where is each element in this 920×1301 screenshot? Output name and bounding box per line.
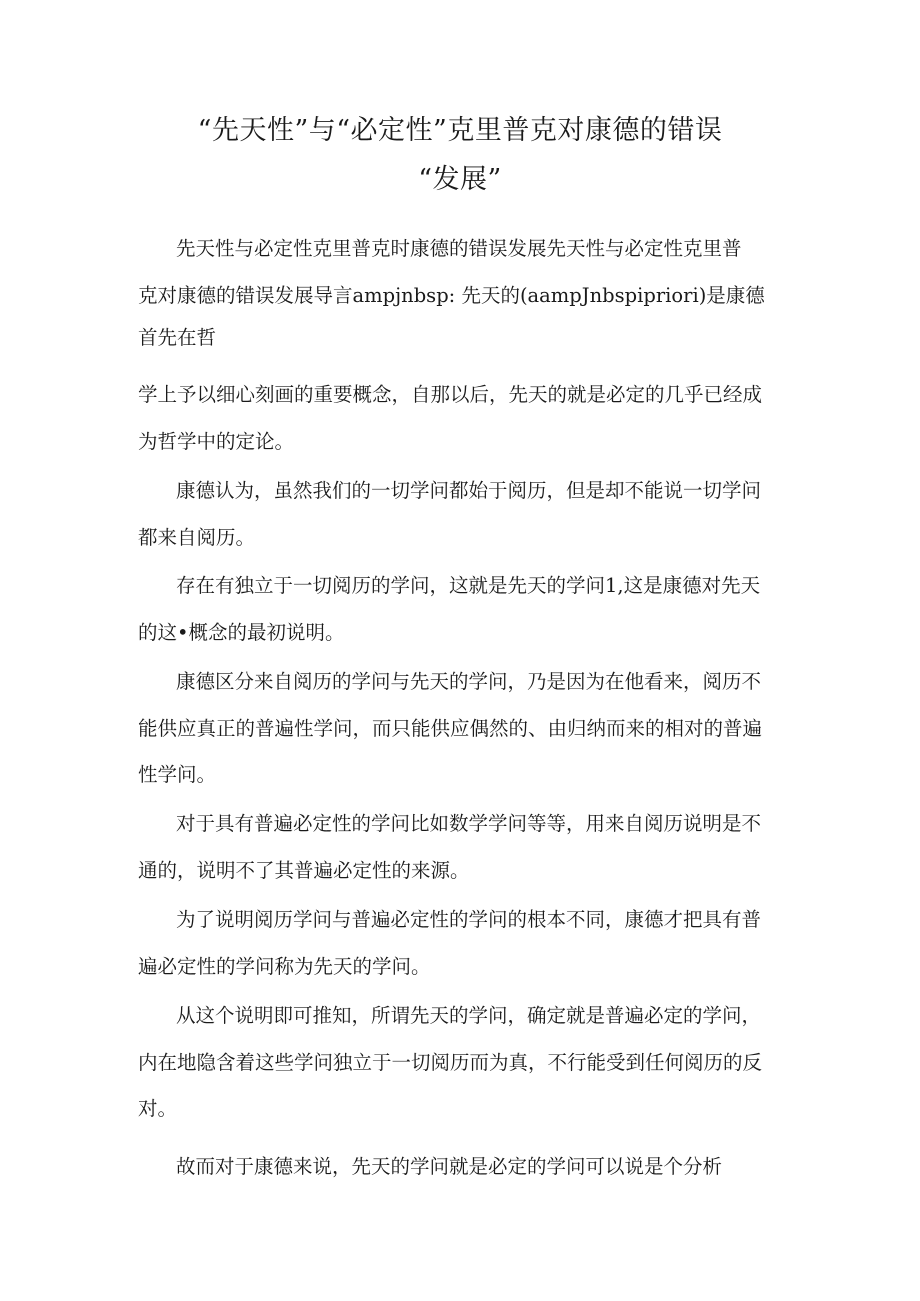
document-title-line-1: “先天性”与“必定性”克里普克对康德的错误: [197, 115, 723, 146]
paragraph-7: [138, 897, 786, 990]
paragraph-line: 首先在哲: [138, 326, 217, 349]
paragraph-line: 遍必定性的学问称为先天的学问。: [138, 954, 431, 978]
paragraph-line: 学上予以细心刻画的重要概念，自那以后，先天的就是必定的几乎已经成: [138, 383, 763, 406]
paragraph-line: 先天性与必定性克里普克时康德的错误发展先天性与必定性克里普: [176, 237, 742, 260]
paragraph-3: [138, 468, 786, 561]
paragraph-line: 性学问。: [138, 763, 217, 786]
paragraph-line: 的这•概念的最初说明。: [138, 620, 345, 644]
paragraph-1: [138, 226, 786, 357]
paragraph-9: [138, 1144, 786, 1191]
paragraph-line: 从这个说明即可推知，所谓先天的学问，确定就是普遍必定的学问，: [176, 1004, 762, 1027]
paragraph-line: 故而对于康德来说，先天的学问就是必定的学问可以说是个分析: [176, 1155, 723, 1178]
paragraph-6: [138, 801, 786, 894]
paragraph-line: 通的，说明不了其普遍必定性的来源。: [138, 858, 470, 882]
paragraph-line: 存在有独立于一切阅历的学问，这就是先天的学问1,这是康德对先天: [176, 574, 761, 597]
paragraph-line: 为了说明阅历学问与普遍必定性的学问的根本不同，康德才把具有普: [176, 908, 762, 931]
paragraph-line: 对于具有普遍必定性的学问比如数学学问等等，用来自阅历说明是不: [176, 812, 762, 835]
paragraph-8: [138, 993, 786, 1133]
paragraph-line: 能供应真正的普遍性学问，而只能供应偶然的、由归纳而来的相对的普遍: [138, 716, 763, 740]
paragraph-5: [138, 659, 786, 799]
paragraph-line: 康德认为，虽然我们的一切学问都始于阅历，但是却不能说一切学问: [176, 479, 762, 502]
paragraph-line: 为哲学中的定论。: [138, 429, 295, 453]
paragraph-line: 对。: [138, 1097, 178, 1120]
paragraph-line: 克对康德的错误发展导言ampjnbsp: 先天的(aampJnbspipriori)是康德: [138, 283, 765, 307]
paragraph-2: [138, 372, 786, 465]
paragraph-line: 康德区分来自阅历的学问与先天的学问，乃是因为在他看来，阅历不: [176, 670, 762, 693]
paragraph-line: 内在地隐含着这些学问独立于一切阅历而为真，不行能受到任何阅历的反: [138, 1050, 763, 1074]
paragraph-line: 都来自阅历。: [138, 525, 256, 549]
paragraph-4: [138, 563, 786, 656]
document-title-line-2: “发展”: [418, 164, 502, 195]
